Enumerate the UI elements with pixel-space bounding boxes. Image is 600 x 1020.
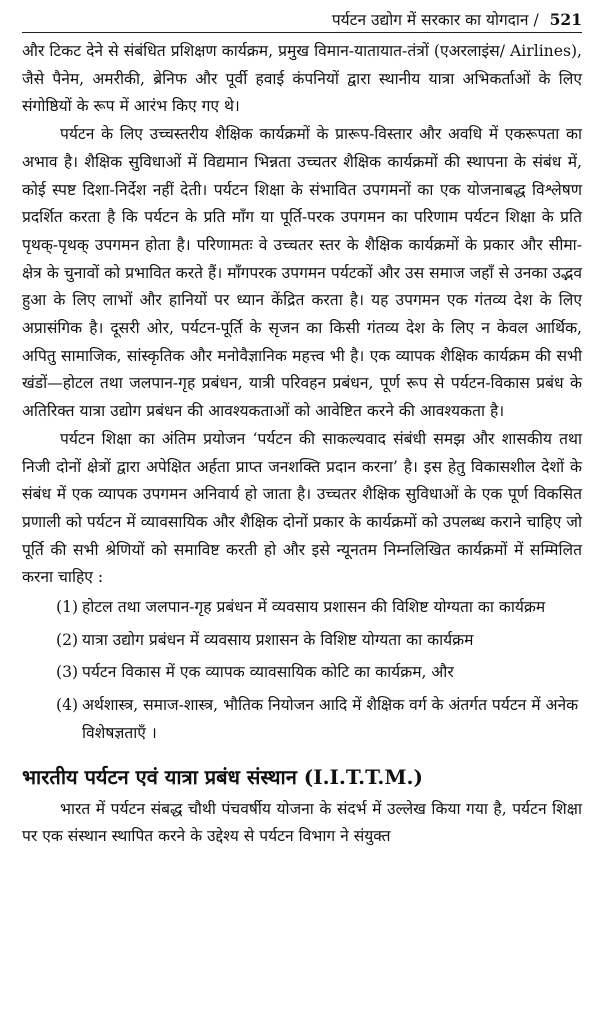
list-item: [22, 692, 582, 747]
page-body: [22, 38, 582, 851]
list-item: [22, 594, 582, 622]
list-item: [22, 627, 582, 655]
list-text: होटल तथा जलपान-गृह प्रबंधन में व्यवसाय प्रशासन की विशिष्ट योग्यता का कार्यक्रम: [82, 598, 546, 617]
page-number: 521: [549, 10, 582, 29]
chapter-title: पर्यटन उद्योग में सरकार का योगदान: [331, 11, 529, 29]
paragraph: पर्यटन के लिए उच्चस्तरीय शैक्षिक कार्यक्रमों के प्रारूप-विस्तार और अवधि में एकरूपता का अभाव है। शैक्षिक सुविधाओं में विद्यमान भिन्नता उच्चतर शैक्षिक कार्यक्रमों की स्थापना के संबंध में, कोई स्पष्ट दिशा-निर्देश नहीं देती। पर्यटन शिक्षा के संभावित उपगमनों का एक योजनाबद्ध विश्लेषण प्रदर्शित करता है कि पर्यटन के प्रति माँग या पूर्ति-परक उपगमन का परिणाम पर्यटन शिक्षा के प्रति पृथक्-पृथक् उपगमन होता है। परिणामतः वे उच्चतर स्तर के शैक्षिक कार्यक्रमों के प्रकार और सीमा-क्षेत्र के चुनावों को प्रभावित करते हैं। माँगपरक उपगमन पर्यटकों और उस समाज जहाँ से उनका उद्भव हुआ के लिए लाभों और हानियों पर ध्यान केंद्रित करता है। यह उपगमन एक गंतव्य देश के लिए अप्रासंगिक है। दूसरी ओर, पर्यटन-पूर्ति के सृजन का किसी गंतव्य देश के लिए न केवल आर्थिक, अपितु सामाजिक, सांस्कृतिक और मनोवैज्ञानिक महत्त्व भी है। एक व्यापक शैक्षिक कार्यक्रम की सभी खंडों—होटल तथा जलपान-गृह प्रबंधन, यात्री परिवहन प्रबंधन, पूर्ण रूप से पर्यटन-विकास प्रबंध के अतिरिक्त यात्रा उद्योग प्रबंधन की आवश्यकताओं को आवेष्टित करने की आवश्यकता है।: [22, 125, 582, 421]
list-number: (2): [56, 630, 79, 649]
header-separator: /: [533, 11, 539, 29]
list-text: पर्यटन विकास में एक व्यापक व्यावसायिक कोटि का कार्यक्रम, और: [82, 663, 454, 682]
list-number: (4): [56, 696, 79, 715]
list-number: (3): [56, 663, 79, 682]
paragraph: पर्यटन शिक्षा का अंतिम प्रयोजन ‘पर्यटन की साकल्यवाद संबंधी समझ और शासकीय तथा निजी दोनों क्षेत्रों द्वारा अपेक्षित अर्हता प्राप्त जनशक्ति प्रदान करना’ है। इस हेतु विकासशील देशों के संबंध में एक व्यापक उपगमन अनिवार्य हो जाता है। उच्चतर शैक्षिक सुविधाओं के एक पूर्ण विकसित प्रणाली को पर्यटन में व्यावसायिक और शैक्षिक दोनों प्रकार के कार्यक्रमों को उपलब्ध कराने चाहिए जो पूर्ति की सभी श्रेणियों को समाविष्ट करती हो और इसे न्यूनतम निम्नलिखित कार्यक्रमों में सम्मिलित करना चाहिए :: [22, 429, 582, 587]
program-list: [22, 594, 582, 748]
list-text: अर्थशास्त्र, समाज-शास्त्र, भौतिक नियोजन आदि में शैक्षिक वर्ग के अंतर्गत पर्यटन में अनेक विशेषज्ञताएँ ।: [82, 696, 579, 742]
paragraph-continued: और टिकट देने से संबंधित प्रशिक्षण कार्यक्रम, प्रमुख विमान-यातायात-तंत्रों (एअरलाइंस/ Airlines), जैसे पैनेम, अमरीकी, ब्रेनिफ और पूर्वी हवाई कंपनियों द्वारा स्थानीय यात्रा अभिकर्ताओं के लिए संगोष्ठियों के रूप में आरंभ किए गए थे।: [22, 42, 582, 116]
list-text: यात्रा उद्योग प्रबंधन में व्यवसाय प्रशासन के विशिष्ट योग्यता का कार्यक्रम: [82, 630, 474, 649]
section-heading: भारतीय पर्यटन एवं यात्रा प्रबंध संस्थान (I.I.T.T.M.): [22, 764, 423, 789]
section-paragraph: भारत में पर्यटन संबद्ध चौथी पंचवर्षीय योजना के संदर्भ में उल्लेख किया गया है, पर्यटन शिक्षा पर एक संस्थान स्थापित करने के उद्देश्य से पर्यटन विभाग ने संयुक्त: [22, 799, 582, 846]
running-header: [22, 8, 582, 33]
list-item: [22, 659, 582, 687]
list-number: (1): [56, 598, 79, 617]
